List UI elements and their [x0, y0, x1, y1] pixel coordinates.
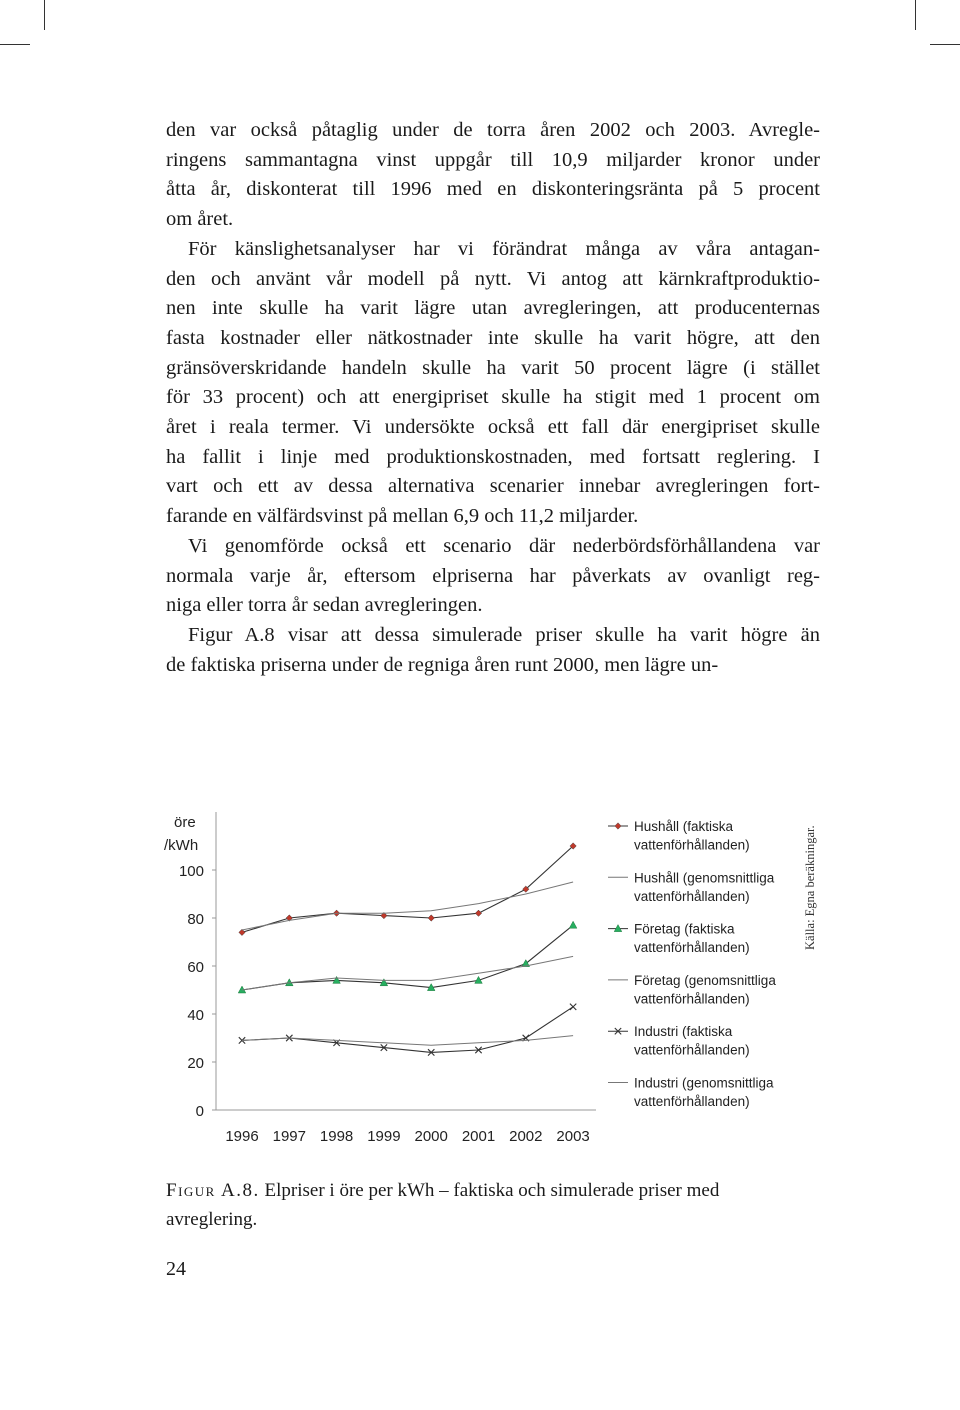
x-tick-label: 2000: [414, 1128, 448, 1145]
text-line: vart och ett av dessa alternativa scenarier innebar avregleringen fort-: [166, 475, 820, 498]
x-tick-label: 1997: [272, 1128, 306, 1145]
crop-mark-top-left: [44, 0, 45, 30]
paragraph-2: [166, 235, 820, 532]
text-line: ringens sammantagna vinst uppgår till 10,9 miljarder kronor under: [166, 148, 820, 171]
y-tick-label: 0: [195, 1103, 204, 1120]
paragraph-1: [166, 116, 820, 235]
data-point: [239, 929, 245, 935]
legend-entry: Företag (genomsnittliga: [634, 972, 776, 988]
x-tick-label: 1996: [225, 1128, 259, 1145]
x-tick-label: 1999: [367, 1128, 401, 1145]
price-chart: [150, 800, 830, 1160]
text-line: om året.: [166, 208, 234, 231]
series-line-5: [242, 1007, 573, 1053]
figure-caption: [166, 1176, 806, 1234]
y-tick-label: 100: [178, 863, 204, 880]
legend-entry: vattenförhållanden): [634, 837, 750, 853]
text-line: ha fallit i linje med produktionskostnaden, med fortsatt reglering. I: [166, 445, 820, 468]
text-line: för 33 procent) och att energipriset skulle ha stigit med 1 procent om: [166, 386, 820, 409]
data-point: [570, 1004, 576, 1010]
data-point: [475, 910, 481, 916]
y-tick-label: 60: [187, 959, 204, 976]
crop-mark-top-left-h: [0, 44, 30, 45]
text-line: året i reala termer. Vi undersökte också ett fall där energipriset skulle: [166, 416, 820, 439]
x-tick-label: 2001: [461, 1128, 496, 1145]
legend-entry: vattenförhållanden): [634, 888, 750, 904]
legend-entry: Industri (genomsnittliga: [634, 1075, 774, 1091]
legend-marker: [615, 823, 621, 829]
text-line: den var också påtaglig under de torra åren 2002 och 2003. Avregle-: [166, 119, 820, 141]
data-point: [333, 976, 341, 983]
text-line: den och använt vår modell på nytt. Vi antog att kärnkraftproduktio-: [166, 267, 820, 290]
x-tick-label: 1998: [319, 1128, 354, 1145]
text-line: de faktiska priserna under de regniga åren runt 2000, men lägre un-: [166, 653, 719, 676]
data-point: [428, 915, 434, 921]
text-line: Vi genomförde också ett scenario där nederbördsförhållandena var: [188, 534, 820, 557]
text-line: åtta år, diskonterat till 1996 med en diskonteringsränta på 5 procent: [166, 178, 820, 201]
text-line: niga eller torra år sedan avregleringen.: [166, 594, 483, 617]
paragraph-3: [166, 532, 820, 621]
x-tick-label: 2002: [509, 1128, 543, 1145]
crop-mark-top-right-h: [930, 44, 960, 45]
text-line: normala varje år, eftersom elpriserna har påverkats av ovanligt reg-: [166, 564, 820, 587]
legend-entry: Företag (faktiska: [634, 921, 735, 937]
body-text: [166, 116, 820, 680]
legend-entry: Industri (faktiska: [634, 1024, 733, 1040]
caption-text: Elpriser i öre per kWh – faktiska och simulerade priser med avreglering.: [166, 1180, 720, 1230]
crop-mark-top-right: [915, 0, 916, 30]
x-tick-label: 2003: [556, 1128, 590, 1145]
y-tick-label: 80: [187, 911, 204, 928]
y-tick-label: 20: [187, 1055, 204, 1072]
y-axis-label: öre: [174, 814, 196, 831]
text-line: gränsöverskridande handeln skulle ha varit 50 procent lägre (i stället: [166, 356, 820, 379]
text-line: För känslighetsanalyser har vi förändrat många av våra antagan-: [188, 237, 820, 260]
y-tick-label: 40: [187, 1007, 204, 1024]
data-point: [569, 921, 577, 928]
legend-marker: [614, 925, 622, 932]
text-line: farande en välfärdsvinst på mellan 6,9 och 11,2 miljarder.: [166, 505, 639, 528]
legend-entry: vattenförhållanden): [634, 991, 750, 1007]
source-note: Källa: Egna beräkningar.: [803, 825, 817, 950]
caption-label: Figur A.8.: [166, 1180, 260, 1201]
legend-entry: vattenförhållanden): [634, 1042, 750, 1058]
legend-entry: vattenförhållanden): [634, 940, 750, 956]
legend-entry: Hushåll (faktiska: [634, 819, 734, 834]
text-line: nen inte skulle ha varit lägre utan avregleringen, att producenternas: [166, 297, 820, 320]
page-number: 24: [166, 1258, 186, 1280]
paragraph-4: [166, 621, 820, 680]
text-line: fasta kostnader eller nätkostnader inte skulle ha varit högre, att den: [166, 326, 820, 349]
legend-entry: vattenförhållanden): [634, 1094, 750, 1109]
legend-entry: Hushåll (genomsnittliga: [634, 870, 775, 886]
y-axis-unit: /kWh: [164, 837, 199, 854]
text-line: Figur A.8 visar att dessa simulerade priser skulle ha varit högre än: [188, 623, 820, 646]
